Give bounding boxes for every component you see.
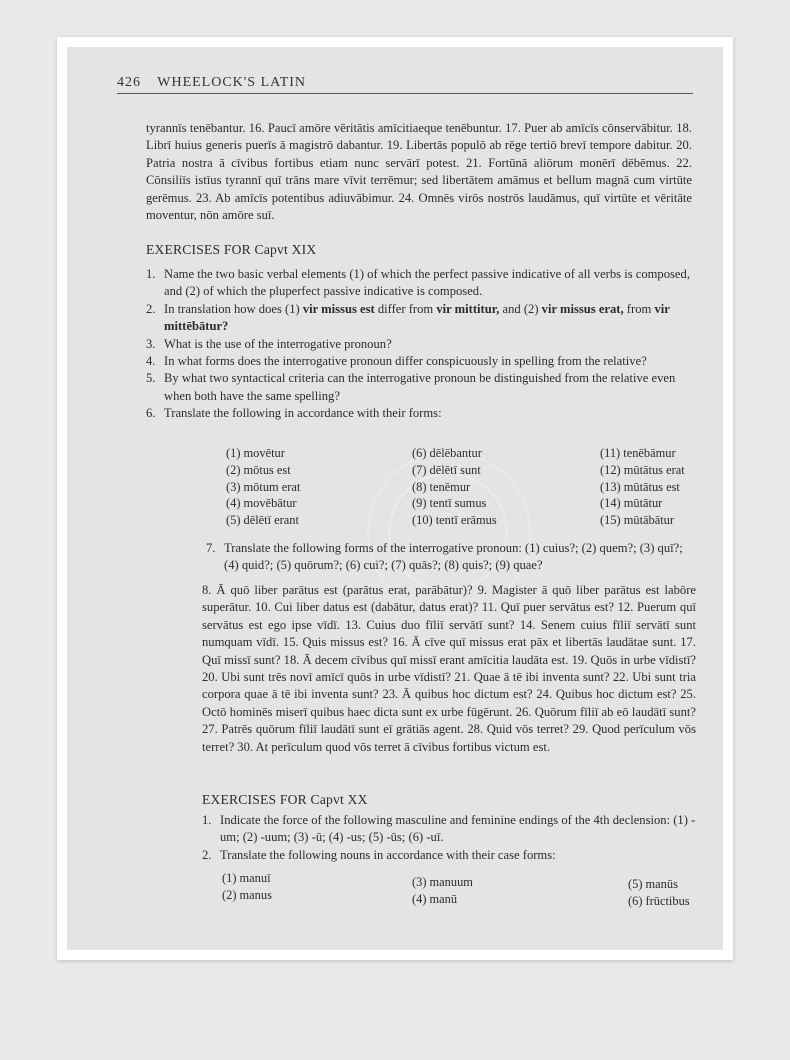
header-rule (117, 93, 693, 94)
ch19-question-5 (146, 370, 692, 405)
noun-item: (1) manuī (222, 871, 271, 885)
form-item: (11) tenēbāmur (600, 446, 676, 460)
form-item: (15) mūtābātur (600, 513, 674, 528)
form-item: (4) movēbātur (226, 496, 297, 511)
form-item: (6) dēlēbantur (412, 446, 482, 460)
question-text: from (623, 301, 655, 316)
ch19-question-3 (146, 336, 692, 353)
section-heading-ch20: EXERCISES FOR Capvt XX (202, 792, 368, 807)
ch19-questions (146, 266, 692, 423)
forms-column-2 (412, 445, 497, 529)
form-item: (2) mōtus est (226, 462, 291, 477)
ch20-questions (202, 812, 696, 864)
question-number: 1. (146, 267, 156, 281)
form-item: (10) tentī erāmus (412, 513, 497, 528)
question-text: Translate the following forms of the interrogative pronoun: (1) cuius?; (2) quem?; (3) quī?; (4) quid?; (5) quōrum?; (6) cui?; (7) quās?; (8) quis?; (9) quae? (224, 541, 683, 573)
bold-phrase: vir missus est (302, 301, 375, 316)
question-number: 2. (202, 847, 212, 862)
ch19-question-4 (146, 353, 692, 370)
section-heading-ch19: EXERCISES FOR Capvt XIX (146, 242, 317, 257)
form-item: (14) mūtātur (600, 496, 663, 511)
question-text: In what forms does the interrogative pronoun differ conspicuously in spelling from the relative? (164, 354, 647, 369)
form-item: (9) tentī sumus (412, 496, 487, 511)
question-text: Translate the following nouns in accordance with their case forms: (220, 847, 556, 862)
bold-phrase: vir missus erat, (541, 301, 624, 316)
noun-item: (2) manus (222, 887, 272, 902)
noun-item: (4) manū (412, 891, 458, 906)
question-text: and (2) (499, 301, 542, 316)
question-number: 1. (202, 813, 212, 827)
form-item: (13) mūtātus est (600, 479, 680, 494)
noun-item: (6) frūctibus (628, 893, 690, 908)
question-number: 5. (146, 371, 156, 386)
bold-phrase: vir mittitur, (436, 301, 500, 316)
question-text: Name the two basic verbal elements (1) of which the perfect passive indicative of all verbs is composed, and (2) of which the pluperfect passive indicative is composed. (164, 267, 690, 299)
form-item: (7) dēlētī sunt (412, 462, 481, 477)
noun-item: (5) manūs (628, 877, 678, 891)
question-number: 2. (146, 301, 156, 316)
question-text: What is the use of the interrogative pronoun? (164, 336, 392, 351)
question-text: differ from (374, 301, 437, 316)
nouns-column-3 (628, 876, 690, 910)
nouns-column-2 (412, 874, 473, 908)
ch19-question-2 (146, 301, 692, 336)
forms-column-3 (600, 445, 685, 529)
form-item: (8) tenēmur (412, 479, 471, 494)
ch20-question-2 (202, 847, 696, 864)
form-item: (1) movētur (226, 446, 285, 460)
form-item: (3) mōtum erat (226, 479, 301, 494)
question-number: 6. (146, 406, 156, 421)
question-number: 3. (146, 336, 156, 351)
question-text: By what two syntactical criteria can the interrogative pronoun be distinguished from the relative even when both have the same spelling? (164, 371, 676, 403)
forms-column-1 (226, 445, 300, 529)
question-text: Indicate the force of the following masculine and feminine endings of the 4th declension: (1) -um; (2) -uum; (3) -ū; (4) -us; (5) -ūs; (6) -uī. (220, 813, 696, 845)
ch19-question-7-block (206, 540, 696, 575)
ch19-question-7 (206, 540, 696, 575)
bold-phrase: vir mittēbātur? (164, 301, 670, 334)
intro-paragraph: tyrannīs tenēbantur. 16. Paucī amōre vēritātis amīcitiaeque tenēbuntur. 17. Puer ab amīcīs cōnservābitur. 18. Librī huius generis puerīs ā magistrō dabantur. 19. Libertās populō ab rēge tertiō brevī tempore dabitur. 20. Patria nostra ā cīvibus fortibus etiam nunc servārī potest. 21. Fortūnā aliōrum monērī dēbēmus. 22. Cōnsiliīs istīus tyrannī quī trāns mare vīvit terrēmur; sed libertātem amāmus et bellum magnā cum virtūte gerēmus. 23. Ab amīcīs potentibus adiuvābimur. 24. Omnēs virōs nostrōs laudāmus, quī virtūte et vēritāte moventur, nōn amōre suī. (146, 121, 692, 223)
ch19-sentences: 8. Ā quō liber parātus est (parātus erat, parābātur)? 9. Magister ā quō liber parātus est labōre superātur. 10. Cui liber datus est (dabātur, datus erat)? 11. Quī puer servātus est? 12. Puerum quī servātus est ego ipse vīdī. 13. Cuius duo fīliī servātī sunt? 14. Senem cuius fīliī servātī sunt numquam vīdī. 15. Quis missus est? 16. Ā cīve quī missus erat pāx et libertās laudātae sunt. 17. Quī missī sunt? 18. Ā decem cīvibus quī missī erant amīcitia laudāta est. 19. Quōs in urbe vīdistī? 20. Ubi sunt trēs novī amīcī quōs in urbe vīdistī? 21. Quae ā tē ibi inventa sunt? 22. Ubi sunt tria corpora quae ā tē ibi inventa sunt? 23. Ā quibus hoc dictum est? 24. Quibus hoc dictum est? 25. Octō hominēs miserī quibus haec dicta sunt ex urbe fūgērunt. 26. Quōrum fīliī ab eō laudātī sunt? 27. Patrēs quōrum fīliī laudātī sunt eī grātiās agent. 28. Quid vōs terret? 29. Quod perīculum vōs terret? 30. At perīculum quod vōs terret ā cīvibus fortibus victum est. (202, 583, 696, 754)
running-head (117, 75, 683, 91)
book-title: WHEELOCK'S LATIN (157, 75, 307, 90)
nouns-column-1 (222, 870, 272, 904)
question-number: 7. (206, 541, 216, 555)
question-text: Translate the following in accordance with their forms: (164, 406, 442, 421)
noun-item: (3) manuum (412, 875, 473, 889)
question-text: In translation how does (1) (164, 301, 303, 316)
ch19-question-1 (146, 266, 692, 301)
ch19-question-6 (146, 405, 692, 422)
ch20-question-1 (202, 812, 696, 847)
question-number: 4. (146, 354, 156, 369)
page-number: 426 (117, 75, 141, 90)
form-item: (12) mūtātus erat (600, 462, 685, 477)
form-item: (5) dēlētī erant (226, 513, 299, 528)
